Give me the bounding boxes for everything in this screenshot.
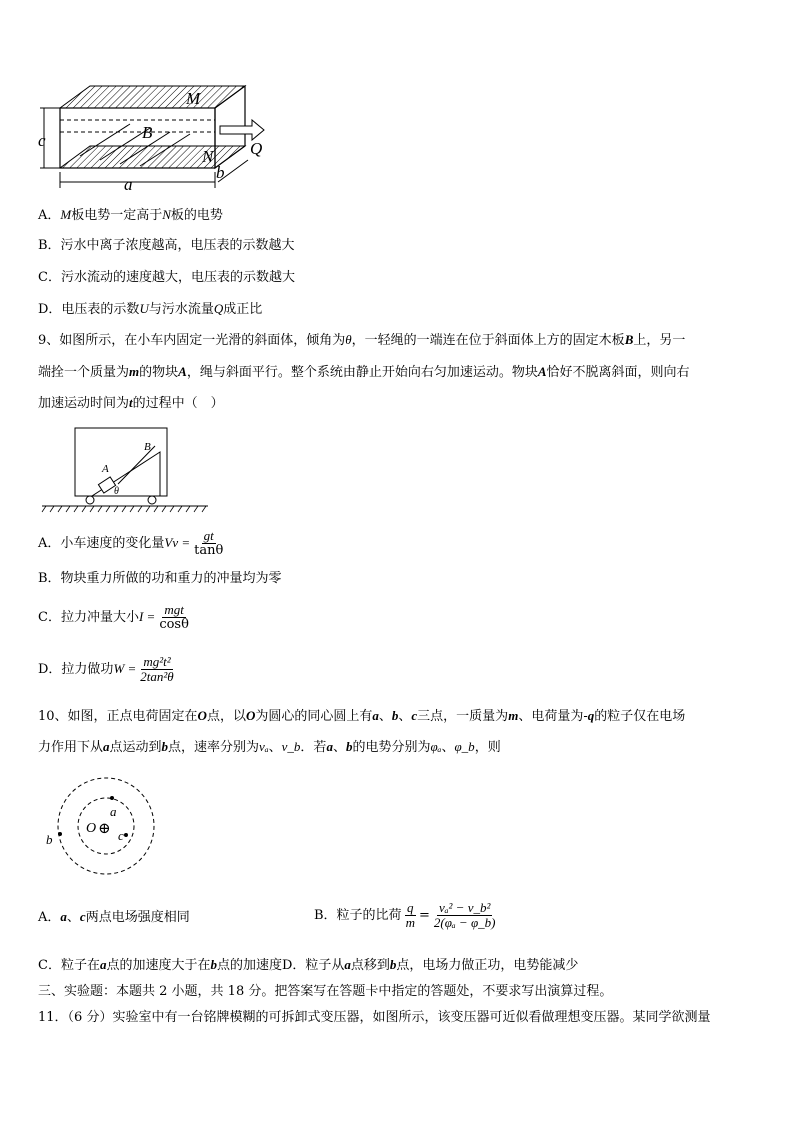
q9-option-b: B．物块重力所做的功和重力的冲量均为零: [38, 571, 282, 586]
label-b: b: [216, 163, 225, 182]
q8-option-c: C．污水流动的速度越大，电压表的示数越大: [38, 270, 295, 285]
label-O: O: [86, 821, 97, 836]
label-B: B: [142, 123, 153, 142]
label-c: c: [38, 131, 46, 150]
label-Q: Q: [250, 139, 263, 158]
q10-option-a: A．a、c两点电场强度相同: [38, 909, 190, 925]
q11-stem-line1: 11．（6 分）实验室中有一台铭牌模糊的可拆卸式变压器，如图所示，该变压器可近似看做理想变压器。某同学欲测量: [38, 1010, 711, 1025]
q9-option-d: D．拉力做功W = $\frac{\text{mg²t²}}{\text{2tan²θ}}$: [38, 654, 174, 684]
q10-stem-line1: 10、如图，正点电荷固定在O点，以O为圆心的同心圆上有a、b、c三点，一质量为m、电荷量为-q的粒子仅在电场: [38, 708, 686, 724]
figure-cart-incline: [40, 424, 210, 516]
label-A: A: [102, 463, 109, 475]
q10-option-c-d: C．粒子在a点的加速度大于在b点的加速度D．粒子从a点移到b点，电场力做正功，电势能减少: [38, 957, 579, 973]
figure-flow-meter: [30, 80, 280, 195]
q9-stem-line2: 端拴一个质量为m的物块A，绳与斜面平行。整个系统由静止开始向右匀加速运动。物块A恰好不脱离斜面，则向右: [38, 364, 690, 380]
label-b: b: [46, 832, 53, 847]
q10-stem-line2: 力作用下从a点运动到b点，速率分别为vₐ、v_b．若a、b的电势分别为φₐ、φ_b，则: [38, 739, 501, 755]
plus-charge-icon: ⊕: [98, 821, 111, 837]
q8-option-b: B．污水中离子浓度越高，电压表的示数越大: [38, 238, 295, 253]
label-B: B: [144, 441, 151, 453]
q10-option-b: B．粒子的比荷 $\frac{q}{m}$ = $\frac{\text{vₐ² − v\_b²}}{\text{2(φₐ − φ\_b)}}$: [314, 900, 496, 930]
label-N: N: [202, 147, 214, 166]
label-theta: θ: [114, 486, 119, 497]
q9-option-c: C．拉力冲量大小I = $\frac{\text{mgt}}{\cos\theta}$: [38, 602, 189, 632]
q8-option-a: A．M板电势一定高于N板的电势: [38, 207, 223, 223]
q9-stem-line3: 加速运动时间为t的过程中（ ）: [38, 395, 224, 411]
q9-option-a: A．小车速度的变化量Vv = $\frac{gt}{\tan\theta}$: [38, 528, 224, 558]
label-c: c: [118, 828, 124, 843]
q8-option-d: D．电压表的示数U与污水流量Q成正比: [38, 301, 263, 317]
label-M: M: [186, 89, 201, 108]
label-a: a: [110, 804, 117, 819]
q9-stem-line1: 9、如图所示，在小车内固定一光滑的斜面体，倾角为θ，一轻绳的一端连在位于斜面体上方的固定木板B上，另一: [38, 332, 686, 348]
section-3-heading: 三、实验题：本题共 2 小题，共 18 分。把答案写在答题卡中指定的答题处，不要求写出演算过程。: [38, 984, 613, 999]
label-a: a: [124, 175, 133, 194]
figure-concentric-circles: [40, 772, 170, 882]
